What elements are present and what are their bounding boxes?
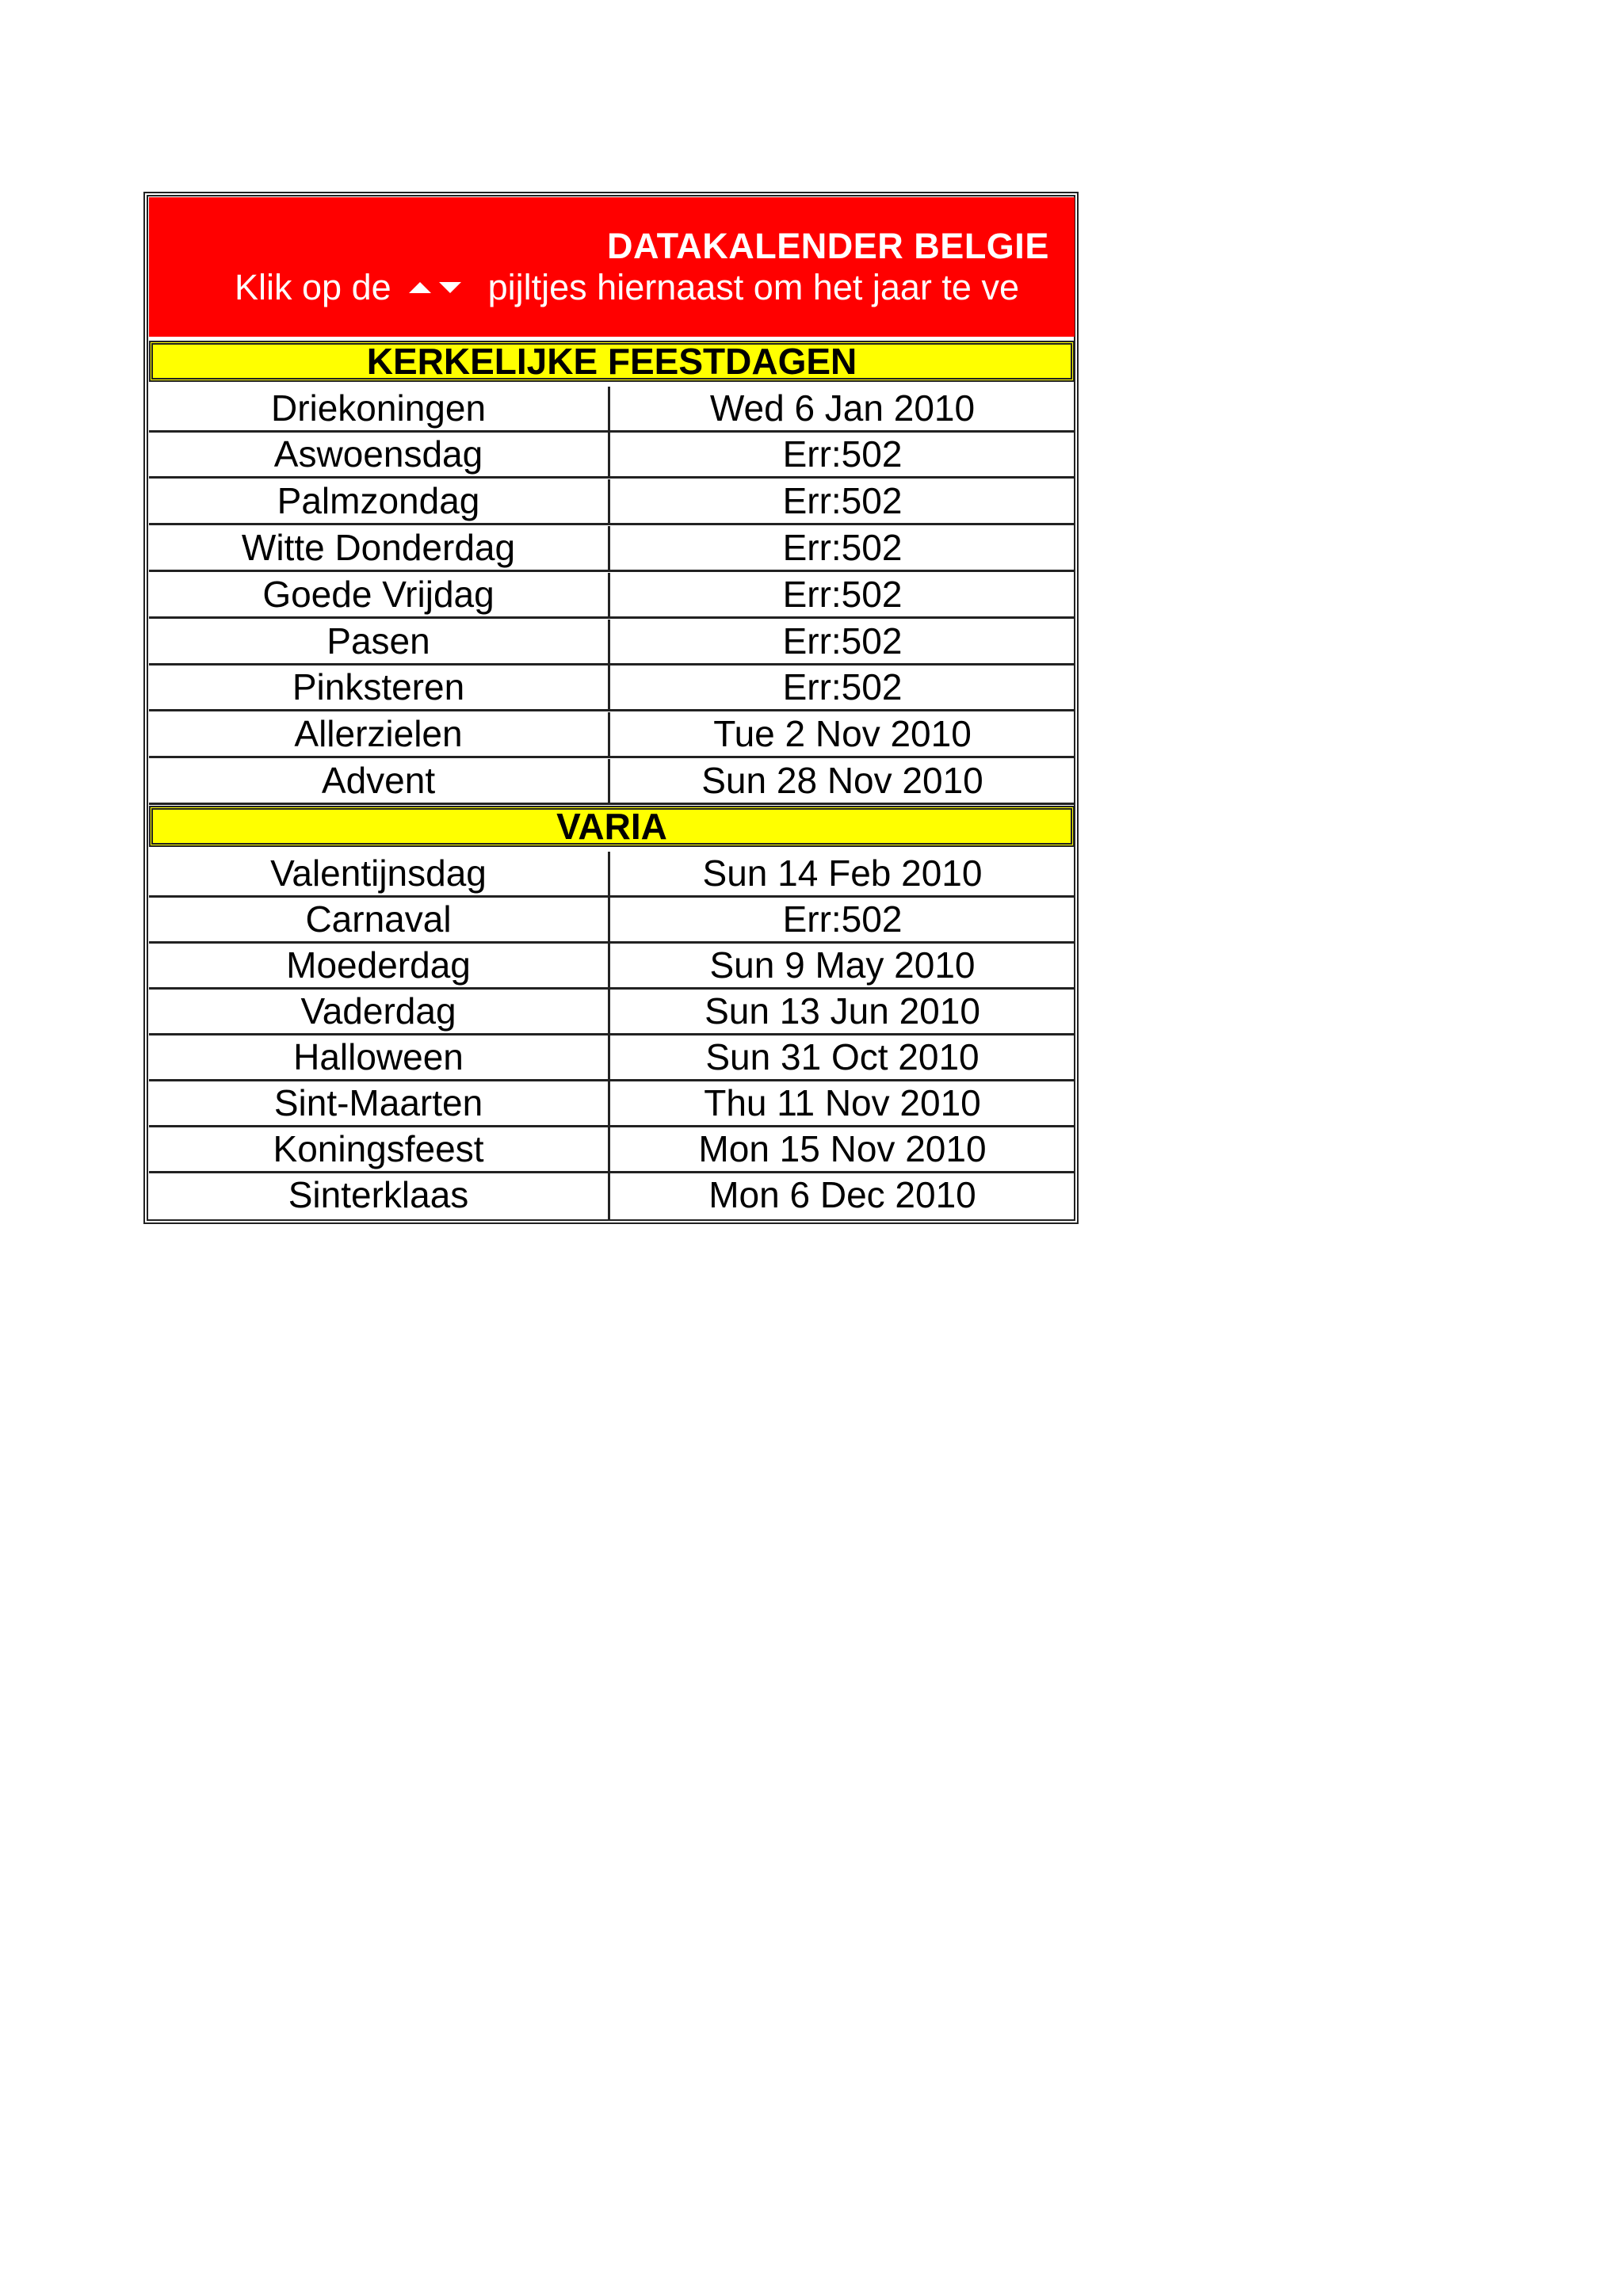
table-row [149, 1127, 1075, 1173]
holiday-date: Tue 2 Nov 2010 [713, 713, 972, 754]
holiday-name: Driekoningen [149, 387, 610, 430]
holiday-date: Err:502 [782, 574, 903, 615]
section-header-kerkelijke-feestdagen: KERKELIJKE FEESTDAGEN [149, 341, 1075, 382]
section-header-varia: VARIA [149, 806, 1075, 847]
holiday-date: Sun 28 Nov 2010 [701, 760, 983, 801]
holiday-name: Goede Vrijdag [149, 573, 610, 616]
holiday-name: Sint-Maarten [149, 1081, 610, 1125]
holiday-name: Advent [149, 759, 610, 803]
table-row [149, 944, 1075, 990]
holiday-date: Mon 6 Dec 2010 [708, 1174, 976, 1215]
holiday-date: Err:502 [782, 527, 903, 568]
table-row [149, 898, 1075, 944]
holiday-date: Mon 15 Nov 2010 [698, 1128, 987, 1169]
table-row [149, 759, 1075, 805]
instruction-text-start: Klik op de [235, 267, 391, 307]
year-arrows[interactable] [409, 282, 461, 293]
holiday-name: Carnaval [149, 898, 610, 941]
holiday-name: Koningsfeest [149, 1127, 610, 1171]
holiday-name: Sinterklaas [149, 1173, 610, 1219]
holiday-name: Valentijnsdag [149, 852, 610, 895]
table-row [149, 852, 1075, 898]
table-row [149, 479, 1075, 525]
holiday-name: Aswoensdag [149, 433, 610, 476]
instruction-text [235, 267, 1019, 308]
holiday-date: Err:502 [782, 433, 903, 475]
table-row [149, 1035, 1075, 1081]
holiday-date: Err:502 [782, 480, 903, 521]
arrow-down-icon[interactable] [439, 282, 461, 293]
holiday-date: Sun 13 Jun 2010 [705, 990, 980, 1032]
holiday-name: Moederdag [149, 944, 610, 987]
table-row [149, 1081, 1075, 1127]
holiday-name: Palmzondag [149, 479, 610, 523]
holiday-date: Err:502 [782, 666, 903, 707]
holiday-name: Pinksteren [149, 666, 610, 709]
holiday-name: Vaderdag [149, 990, 610, 1033]
holiday-name: Allerzielen [149, 712, 610, 756]
table-row [149, 990, 1075, 1035]
table-row [149, 712, 1075, 758]
table-row [149, 573, 1075, 619]
holiday-name: Witte Donderdag [149, 526, 610, 570]
holiday-date: Sun 31 Oct 2010 [705, 1036, 980, 1077]
instruction-text-end: pijltjes hiernaast om het jaar te ve [487, 267, 1019, 307]
table-row [149, 620, 1075, 666]
holiday-date: Err:502 [782, 620, 903, 662]
table-row [149, 387, 1075, 433]
table-row [149, 1173, 1075, 1219]
calendar-header [149, 197, 1075, 337]
holiday-name: Pasen [149, 620, 610, 663]
holiday-date: Err:502 [782, 898, 903, 940]
holiday-date: Wed 6 Jan 2010 [709, 387, 976, 429]
holiday-date: Thu 11 Nov 2010 [704, 1082, 981, 1123]
holiday-date: Sun 9 May 2010 [709, 944, 976, 986]
holiday-name: Halloween [149, 1035, 610, 1079]
table-row [149, 666, 1075, 711]
page-title: DATAKALENDER BELGIE [607, 226, 1049, 266]
holiday-date: Sun 14 Feb 2010 [702, 852, 983, 894]
arrow-up-icon[interactable] [409, 282, 431, 293]
table-row [149, 526, 1075, 572]
table-row [149, 433, 1075, 479]
